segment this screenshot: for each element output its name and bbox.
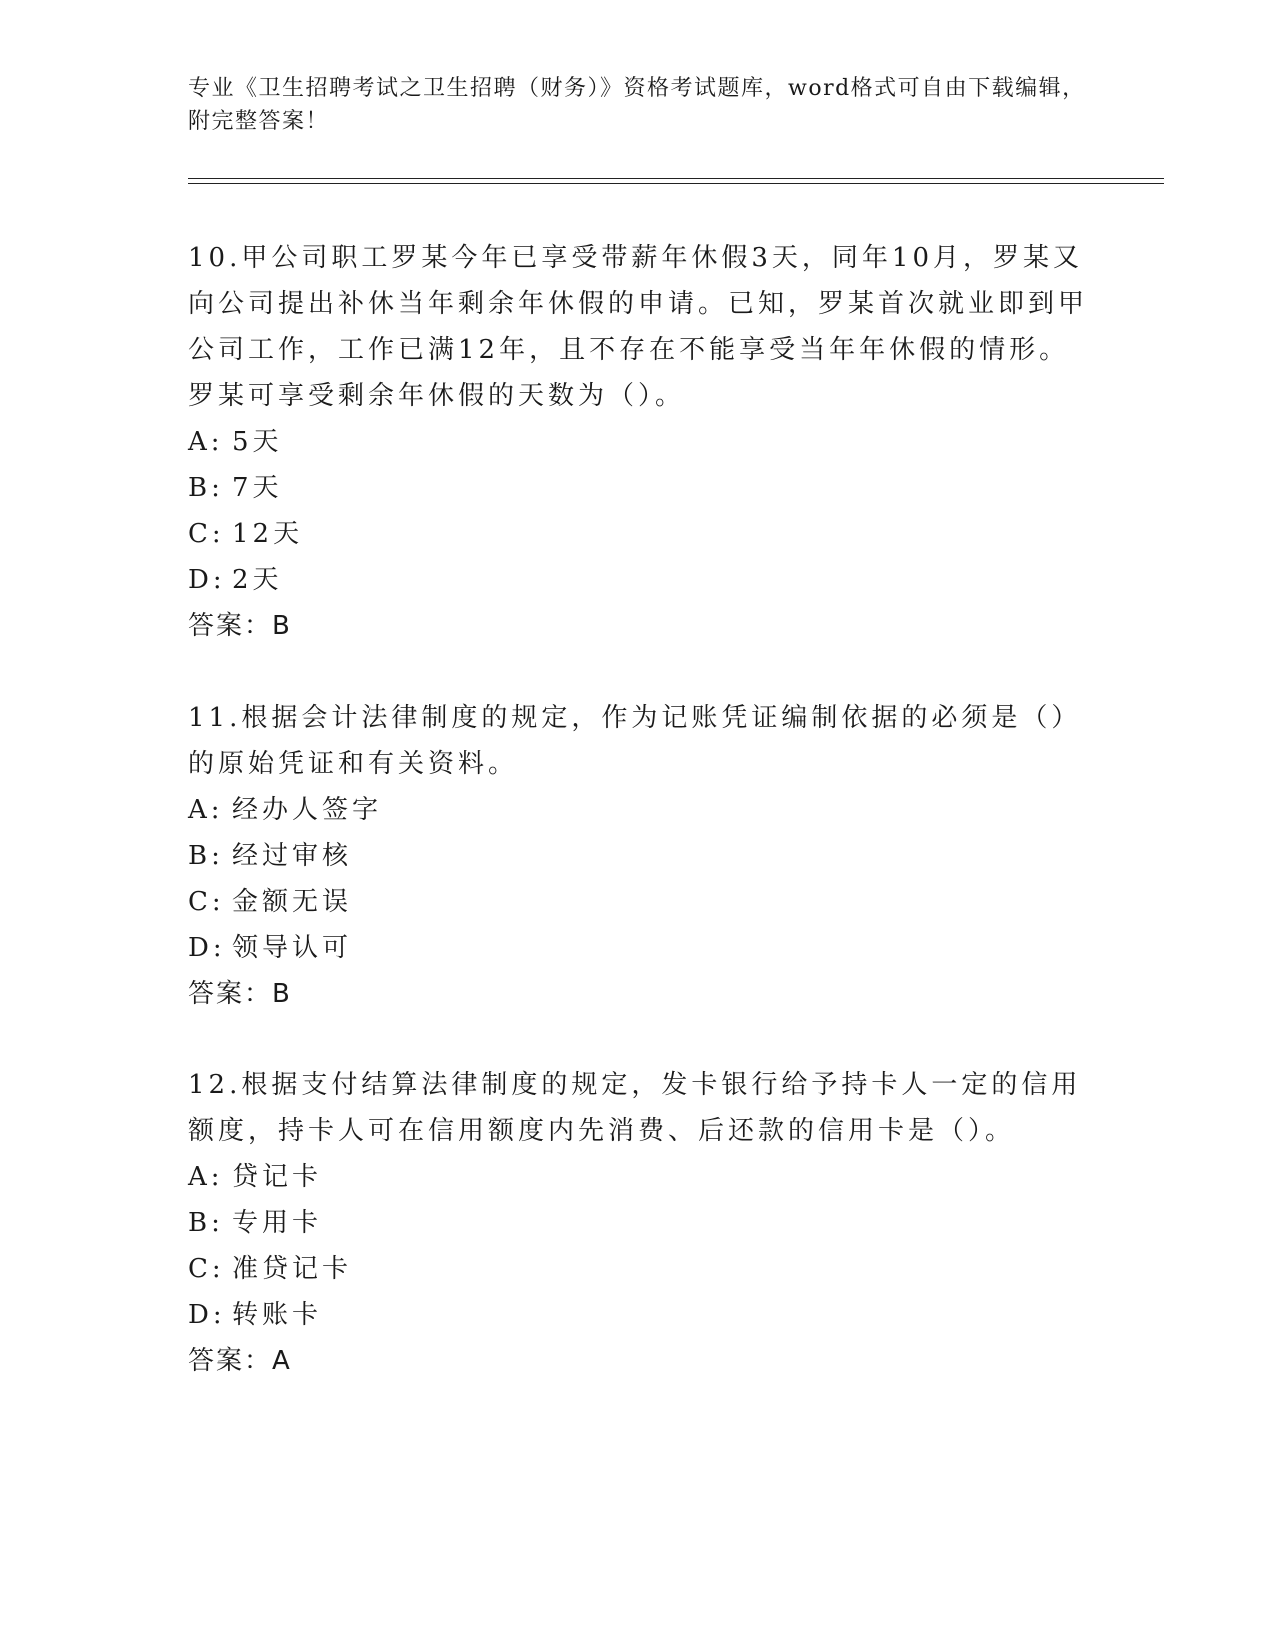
option-text: 贷记卡 [232, 1162, 323, 1192]
question-stem [188, 1062, 1088, 1154]
option-letter: D: [188, 933, 226, 963]
answer-line: 答案：B [188, 979, 292, 1009]
option-letter: C: [188, 519, 225, 549]
option-text: 5天 [232, 427, 283, 457]
option-letter: C: [188, 887, 225, 917]
option-text: 7天 [232, 473, 283, 503]
question-number: 12. [188, 1070, 242, 1100]
option-b [188, 465, 1088, 511]
option-text: 准贷记卡 [232, 1254, 353, 1284]
option-text: 领导认可 [232, 933, 353, 963]
header-divider-bottom [188, 183, 1164, 184]
question-stem [188, 695, 1088, 787]
option-text: 金额无误 [232, 887, 353, 917]
option-c [188, 879, 1088, 925]
option-letter: D: [188, 1300, 226, 1330]
option-letter: C: [188, 1254, 225, 1284]
option-letter: A: [188, 795, 224, 825]
question-text: 根据会计法律制度的规定，作为记账凭证编制依据的必须是（）的原始凭证和有关资料。 [188, 703, 1082, 779]
option-text: 经过审核 [232, 841, 353, 871]
question-text: 根据支付结算法律制度的规定，发卡银行给予持卡人一定的信用额度，持卡人可在信用额度内先消费、后还款的信用卡是（）。 [188, 1070, 1082, 1146]
answer-line: 答案：B [188, 611, 292, 641]
option-c [188, 511, 1088, 557]
option-text: 2天 [232, 565, 283, 595]
option-letter: A: [188, 1162, 224, 1192]
option-d [188, 557, 1088, 603]
option-letter: B: [188, 841, 224, 871]
option-c [188, 1246, 1088, 1292]
option-letter: B: [188, 473, 224, 503]
option-a [188, 787, 1088, 833]
option-a [188, 419, 1088, 465]
question-12 [188, 1062, 1088, 1384]
option-text: 12天 [232, 519, 304, 549]
header-title: 专业《卫生招聘考试之卫生招聘（财务）》资格考试题库，word格式可自由下载编辑，附完整答案！ [188, 76, 1086, 134]
question-11 [188, 695, 1088, 1017]
answer-line: 答案：A [188, 1346, 292, 1376]
question-number: 11. [188, 703, 242, 733]
question-number: 10. [188, 243, 242, 273]
option-text: 转账卡 [232, 1300, 323, 1330]
option-text: 专用卡 [232, 1208, 323, 1238]
option-b [188, 1200, 1088, 1246]
option-letter: D: [188, 565, 226, 595]
header-divider-top [188, 178, 1164, 179]
option-text: 经办人签字 [232, 795, 383, 825]
option-b [188, 833, 1088, 879]
document-header [188, 72, 1088, 138]
question-text: 甲公司职工罗某今年已享受带薪年休假3天，同年10月，罗某又向公司提出补休当年剩余年休假的申请。已知，罗某首次就业即到甲公司工作，工作已满12年，且不存在不能享受当年年休假的情形。罗某可享受剩余年休假的天数为（）。 [188, 243, 1089, 411]
question-stem [188, 235, 1088, 419]
question-10 [188, 235, 1088, 649]
option-d [188, 1292, 1088, 1338]
option-letter: B: [188, 1208, 224, 1238]
option-letter: A: [188, 427, 224, 457]
option-a [188, 1154, 1088, 1200]
option-d [188, 925, 1088, 971]
